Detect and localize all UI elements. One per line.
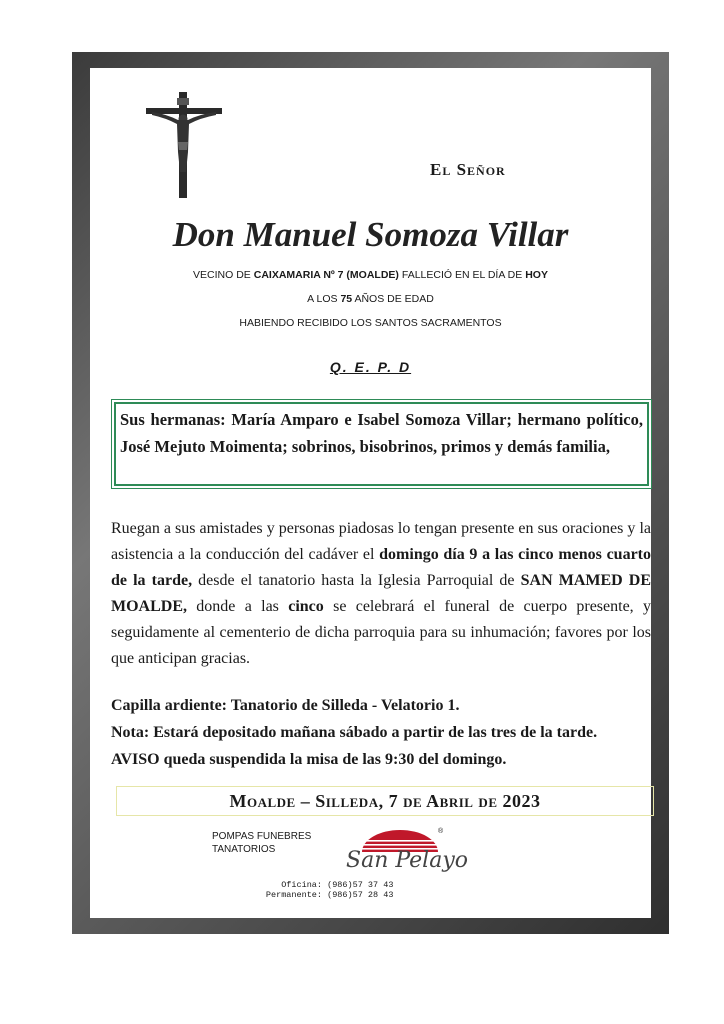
oficina-phone: (986)57 37 43 [327, 880, 394, 890]
age-line: A LOS 75 AÑOS DE EDAD [307, 293, 434, 305]
permanente-label: Permanente: [265, 890, 322, 900]
pompas-text: POMPAS FUNEBRES [212, 831, 312, 842]
qepd: Q. E. P. D [329, 359, 412, 375]
phone-list [240, 880, 393, 900]
heading: El Señor [430, 160, 506, 179]
funeral-details: Ruegan a sus amistades y personas piadosas lo tengan presente en sus oraciones y la asistencia a la conducción del cadáver el domingo día 9 a las cinco menos cuarto de la tarde, desde el tanatorio hasta la Iglesia Parroquial de SAN MAMED DE MOALDE, donde a las cinco se celebrará el funeral de cuerpo presente, y seguidamente al cementerio de dicha parroquia para su inhumación; favores por los que anticipan gracias. [111, 520, 652, 667]
residence-line: VECINO DE CAIXAMARIA Nº 7 (MOALDE) FALLECIÓ EN EL DÍA DE HOY [193, 269, 548, 281]
tanatorios-text: TANATORIOS [212, 844, 276, 855]
sacraments-line: HABIENDO RECIBIDO LOS SANTOS SACRAMENTOS [239, 317, 502, 329]
family-box: Sus hermanas: María Amparo e Isabel Somoza Villar; hermano político, José Mejuto Moimenta; sobrinos, bisobrinos, primos y demás familia, [114, 402, 649, 486]
obituary-card [90, 68, 651, 918]
oficina-label: Oficina: [281, 880, 322, 890]
logo-wordmark: San Pelayo [346, 848, 469, 873]
nota-line: Nota: Estará depositado mañana sábado a partir de las tres de la tarde. [111, 724, 598, 741]
deceased-name: Don Manuel Somoza Villar [172, 215, 569, 254]
aviso-line: AVISO queda suspendida la misa de las 9:30 del domingo. [111, 751, 507, 768]
crucifix-icon [144, 90, 224, 200]
obituary-frame [72, 52, 669, 934]
funeral-home-label [212, 830, 311, 856]
permanente-phone: (986)57 28 43 [327, 890, 394, 900]
registered-mark: ® [438, 828, 444, 835]
capilla-line: Capilla ardiente: Tanatorio de Silleda - Velatorio 1. [111, 697, 460, 714]
date-line: Moalde – Silleda, 7 de Abril de 2023 [116, 786, 654, 816]
